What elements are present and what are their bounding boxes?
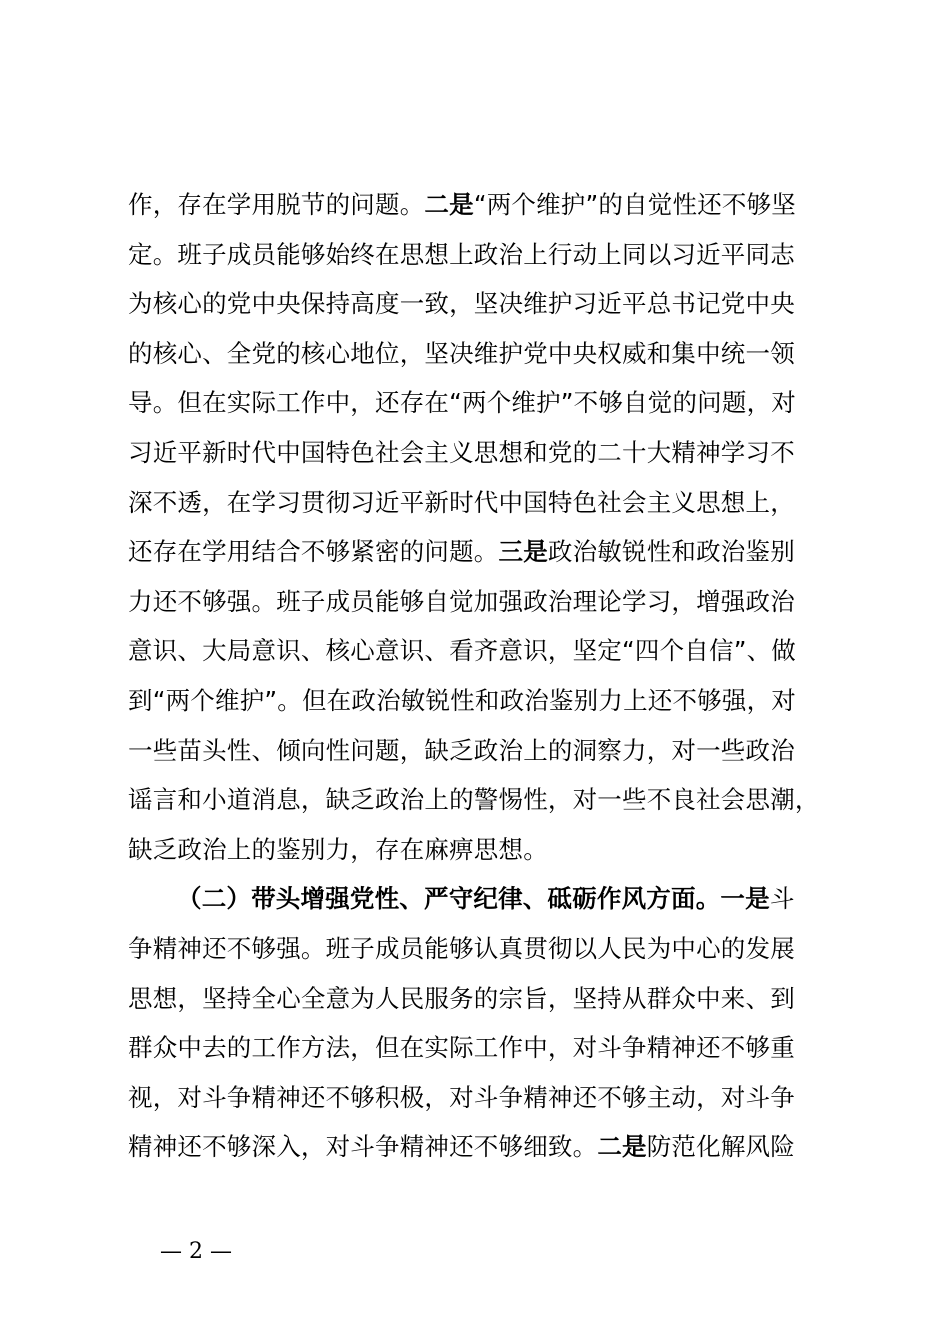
- text-line: [128, 626, 833, 676]
- text-segment: 防范化解风险: [646, 1132, 795, 1162]
- text-line: [128, 428, 833, 478]
- text-line: [128, 230, 833, 280]
- text-segment: 视，对斗争精神还不够积极，对斗争精神还不够主动，对斗争: [128, 1082, 795, 1112]
- text-line: [128, 1023, 833, 1073]
- text-line: [128, 676, 833, 726]
- text-line: [128, 974, 833, 1024]
- bold-text-segment: （二）带头增强党性、严守纪律、砥砺作风方面。一是: [177, 884, 770, 914]
- text-line: [128, 329, 833, 379]
- text-segment: 争精神还不够强。班子成员能够认真贯彻以人民为中心的发展: [128, 933, 795, 963]
- text-segment: 一些苗头性、倾向性问题，缺乏政治上的洞察力，对一些政治: [128, 735, 795, 765]
- text-line: [128, 279, 833, 329]
- text-line: [128, 478, 833, 528]
- text-segment: 导。但在实际工作中，还存在“两个维护”不够自觉的问题，对: [128, 388, 796, 418]
- text-segment: 为核心的党中央保持高度一致，坚决维护习近平总书记党中央: [128, 289, 795, 319]
- text-segment: 深不透，在学习贯彻习近平新时代中国特色社会主义思想上，: [128, 487, 795, 517]
- text-segment: 精神还不够深入，对斗争精神还不够细致。: [128, 1132, 598, 1162]
- text-segment: 还存在学用结合不够紧密的问题。: [128, 537, 499, 567]
- text-line: [128, 825, 833, 875]
- text-segment: 的核心、全党的核心地位，坚决维护党中央权威和集中统一领: [128, 338, 795, 368]
- body-text: [128, 180, 833, 1172]
- text-segment: 群众中去的工作方法，但在实际工作中，对斗争精神还不够重: [128, 1033, 795, 1063]
- bold-text-segment: 二是: [424, 190, 474, 219]
- text-line: [128, 180, 833, 230]
- bold-text-segment: 二是: [597, 1132, 647, 1162]
- text-segment: 作，存在学用脱节的问题。: [128, 190, 425, 219]
- text-segment: 习近平新时代中国特色社会主义思想和党的二十大精神学习不: [128, 437, 795, 467]
- text-line: [128, 775, 833, 825]
- text-segment: 定。班子成员能够始终在思想上政治上行动上同以习近平同志: [128, 239, 795, 269]
- text-line: [128, 1122, 833, 1172]
- page-number: — 2 —: [160, 1239, 232, 1264]
- text-segment: 意识、大局意识、核心意识、看齐意识，坚定“四个自信”、做: [128, 636, 796, 666]
- text-line: [128, 378, 833, 428]
- text-segment: 思想，坚持全心全意为人民服务的宗旨，坚持从群众中来、到: [128, 983, 795, 1013]
- text-line: [128, 924, 833, 974]
- text-line: [128, 726, 833, 776]
- text-segment: 力还不够强。班子成员能够自觉加强政治理论学习，增强政治: [128, 586, 795, 616]
- text-segment: 谣言和小道消息，缺乏政治上的警惕性，对一些不良社会思潮，: [128, 785, 820, 815]
- text-segment: 缺乏政治上的鉴别力，存在麻痹思想。: [128, 834, 548, 864]
- text-line: [128, 874, 833, 924]
- text-segment: 到“两个维护”。但在政治敏锐性和政治鉴别力上还不够强，对: [128, 685, 796, 715]
- text-segment: 斗: [769, 884, 795, 914]
- bold-text-segment: 三是: [498, 537, 548, 567]
- text-line: [128, 527, 833, 577]
- text-segment: “两个维护”的自觉性还不够坚: [473, 190, 796, 219]
- text-segment: 政治敏锐性和政治鉴别: [547, 537, 795, 567]
- text-line: [128, 577, 833, 627]
- text-line: [128, 1073, 833, 1123]
